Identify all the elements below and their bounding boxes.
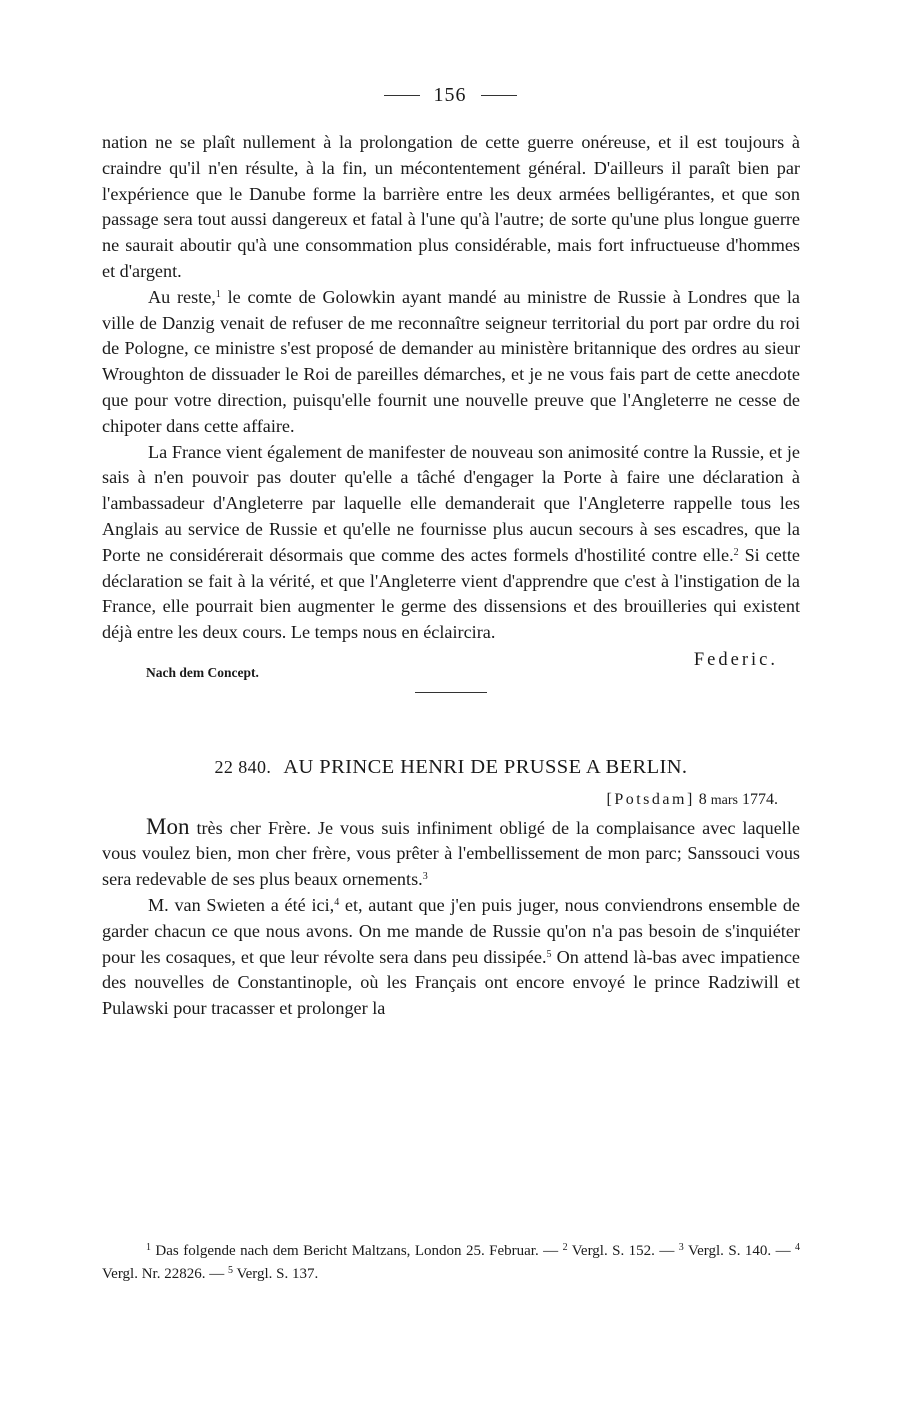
footnote-ref: 1	[215, 288, 221, 300]
paragraph: nation ne se plaît nullement à la prolongation de cette guerre onéreuse, et il est toujours à craindre qu'il n'en résulte, à la fin, un mécontentement général. D'ailleurs il paraît bien par l'expérience que le Danube forme la barrière entre les deux armées belligérantes, et que son passage sera tout aussi dangereux et fatal à l'une qu'à l'autre; de sorte qu'une plus longue guerre ne saurait aboutir qu'à une consommation plus considérable, mais fort infructueuse d'hommes et d'argent.	[102, 132, 800, 281]
page-header	[0, 84, 900, 107]
date-place: [Potsdam]	[606, 790, 695, 808]
footnote-mark: 1	[146, 1242, 151, 1253]
paragraph-text: très cher Frère. Je vous suis infiniment obligé de la complaisance avec laquelle vous voulez bien, mon cher frère, vous prêter à l'embellissement de mon parc; Sanssouci vous sera redevable de ses plus beaux ornements.	[102, 817, 800, 890]
footnotes	[102, 1240, 800, 1286]
paragraph-text: On attend là-bas avec impatience des nouvelles de Constantinople, où les Français ont encore envoyé le prince Radziwill et Pulawski pour tracasser et prolonger la	[102, 946, 800, 1019]
footnote-mark: 3	[678, 1242, 684, 1253]
main-text	[102, 130, 800, 1022]
paragraph-text: Si cette déclaration se fait à la vérité, et que l'Angleterre vient d'apprendre que c'est à l'instigation de la France, elle pourrait bien augmenter le germe des dissensions et des brouilleries qui existent déjà entre les deux cours. Le temps nous en éclaircira.	[102, 544, 800, 643]
paragraph	[102, 814, 800, 893]
paragraph-text: et, autant que j'en puis juger, nous conviendrons ensemble de garder chacun ce que nous avons. On me mande de Russie qu'on n'a pas besoin de s'inquiéter pour les cosaques, et que leur révolte sera dans peu dissipée.	[102, 894, 800, 967]
section-divider	[415, 692, 487, 693]
footnote-ref: 3	[422, 871, 428, 883]
letter-number: 22 840.	[214, 756, 272, 777]
paragraph	[102, 440, 800, 646]
footnote-text: Vergl. S. 140. —	[683, 1243, 796, 1259]
header-rule-right	[481, 95, 517, 96]
footnote-ref: 4	[334, 896, 340, 908]
paragraph	[102, 285, 800, 440]
date-month: mars	[710, 792, 738, 808]
letter-title: AU PRINCE HENRI DE PRUSSE A BERLIN.	[283, 755, 688, 778]
date-day: 8	[698, 790, 707, 808]
date-year: 1774.	[742, 790, 778, 808]
footnote-text: Das folgende nach dem Bericht Maltzans, London 25. Februar. —	[151, 1243, 563, 1259]
footnote-ref: 2	[733, 546, 739, 558]
paragraph-lead: Au reste,	[148, 286, 216, 307]
paragraph-text: M. van Swieten a été ici,	[148, 894, 335, 915]
paragraph	[102, 893, 800, 1022]
footnote-mark: 2	[562, 1242, 568, 1253]
footnote-mark: 4	[795, 1242, 801, 1253]
letter-heading	[102, 755, 800, 781]
page-number: 156	[433, 84, 467, 106]
footnote-ref: 5	[546, 948, 552, 960]
salutation: Mon	[146, 813, 190, 839]
closing-row	[102, 648, 800, 682]
footnote-text: Vergl. Nr. 22826. —	[102, 1266, 228, 1282]
footnote-mark: 5	[227, 1265, 233, 1276]
footnote-text: Vergl. S. 152. —	[567, 1243, 679, 1259]
paragraph-text: La France vient également de manifester de nouveau son animosité contre la Russie, et je sais à n'en pouvoir pas douter qu'elle a tâché d'engager la Porte à faire une déclaration à l'ambassadeur d'Angleterre par laquelle elle demanderait que l'Angleterre rappelle tous les Anglais au service de Russie et qu'elle ne fournisse plus aucun secours à ses escadres, que la Porte ne considérerait désormais que comme des actes formels d'hostilité contre elle.	[102, 441, 800, 565]
footnote-text: Vergl. S. 137.	[232, 1266, 319, 1282]
footnote-line	[102, 1240, 800, 1286]
signature: Federic.	[693, 649, 778, 670]
dateline	[102, 787, 800, 814]
header-rule-left	[384, 95, 420, 96]
paragraph-text: le comte de Golowkin ayant mandé au ministre de Russie à Londres que la ville de Danzig venait de refuser de me reconnaître seigneur territorial du port par ordre du roi de Pologne, ce ministre s'est proposé de demander au ministère britannique des ordres au sieur Wroughton de dissuader le Roi de pareilles démarches, et je ne vous fais part de cette anecdote que pour votre direction, puisqu'elle fournit une nouvelle preuve que l'Angleterre ne cesse de chipoter dans cette affaire.	[102, 286, 800, 436]
source-note: Nach dem Concept.	[146, 664, 259, 680]
